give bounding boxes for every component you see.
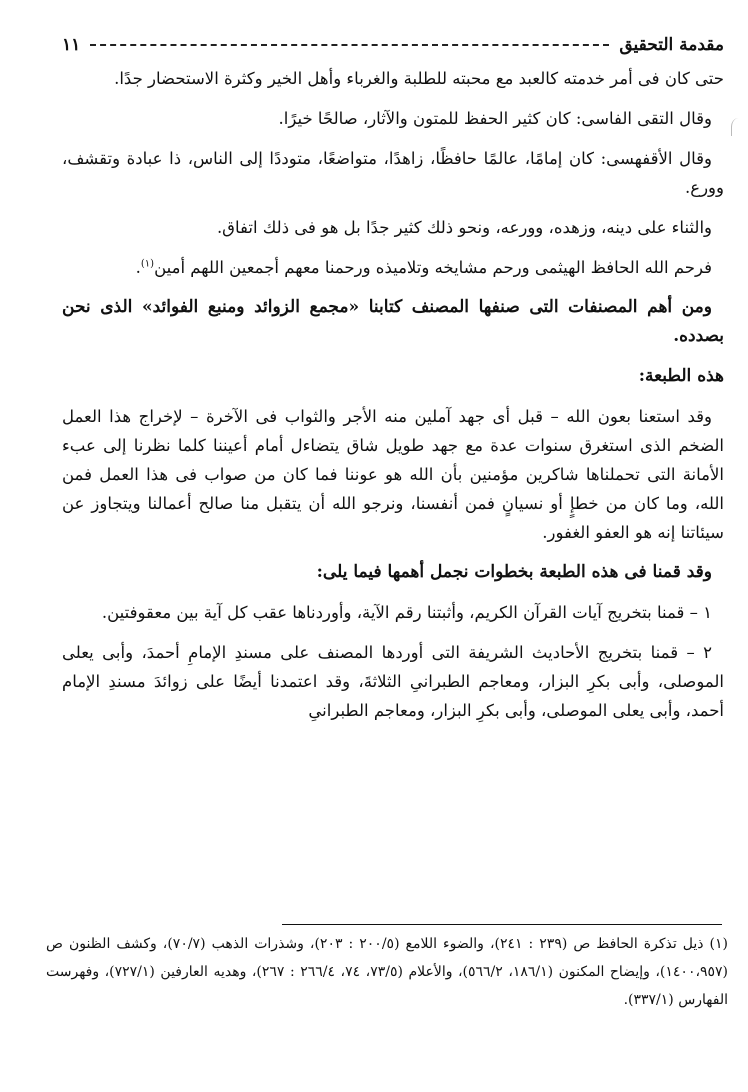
section-title: مقدمة التحقيق <box>619 35 724 55</box>
footnote-rule <box>282 924 722 925</box>
paragraph: حتى كان فى أمر خدمته كالعبد مع محبته للطلبة والغرباء وأهل الخير وكثرة الاستحضار جدًا. <box>114 69 724 88</box>
closing-prayer: فرحم الله الحافظ الهيثمى ورحم مشايخه وتلاميذه ورحمنا معهم أجمعين اللهم أمين$^{(١)}$. <box>135 258 712 277</box>
footnote: (١) ذيل تذكرة الحافظ ص (٢٣٩ : ٢٤١)، والضوء اللامع (٢٠٠/٥ : ٢٠٣)، وشذرات الذهب (٧٠/٧)، وكشف الظنون ص (١٤٠٠،٩٥٧)، وإيضاح المكنون (١٨٦/١، ٥٦٦/٢)، والأعلام (٧٣/٥، ٧٤، ٢٦٦/٤ : ٢٦٧)، وهديه العارفين (٧٢٧/١)، وفهرست الفهارس (٣٣٧/١). <box>46 936 729 1008</box>
header-dashed-rule <box>90 44 609 46</box>
page-edge-mark <box>731 118 746 136</box>
section-heading: هذه الطبعة: <box>638 366 724 386</box>
list-item: ١ – قمنا بتخريج آيات القرآن الكريم، وأثبتنا رقم الآية، وأوردناها عقب كل آية بين معقوفتين. <box>101 603 712 622</box>
page-number: ١١ <box>62 35 81 55</box>
paragraph: والثناء على دينه، وزهده، وورعه، ونحو ذلك كثير جدًا بل هو فى ذلك اتفاق. <box>216 218 712 237</box>
body-text <box>62 64 724 736</box>
footnote-ref: (١) <box>140 258 155 270</box>
running-header <box>62 30 724 60</box>
closing-prayer-text: فرحم الله الحافظ الهيثمى ورحم مشايخه وتلاميذه ورحمنا معهم أجمعين اللهم أمين <box>154 258 712 277</box>
list-item: ٢ – قمنا بتخريج الأحاديث الشريفة التى أوردها المصنف على مسندِ الإمامِ أحمدَ، وأبى يعلى الموصلى، وأبى بكرِ البزار، ومعاجم الطبرانىِ الثلاثةَ، وقد اعتمدنا أيضًا على زوائدَ مسندِ الإمام أحمد، وأبى يعلى الموصلى، وأبى بكرِ البزار، ومعاجم الطبرانىِ <box>62 643 724 720</box>
paragraph-bold: وقد قمنا فى هذه الطبعة بخطوات نجمل أهمها فيما يلى: <box>316 562 712 582</box>
paragraph: وقد استعنا بعون الله – قبل أى جهد آملين منه الأجر والثواب فى الآخرة – لإخراج هذا العمل الضخم الذى استغرق سنوات عدة مع جهد طويل شاق يتضاءل أمام أعيننا كلما نظرنا إلى عبء الأمانة التى تحملناها شاكرين مؤمنين بأن الله هو عوننا فما كان من صواب فى هذا العمل فمن الله، وما كان من خطإٍ أو نسيانٍ فمن أنفسنا، ونرجو الله أن يتقبل منا صالح أعمالنا ويتجاوز عن سيئاتنا إنه هو العفو الغفور. <box>62 407 724 542</box>
paragraph: وقال التقى الفاسى: كان كثير الحفظ للمتون والآثار، صالحًا خيرًا. <box>278 109 712 128</box>
paragraph-bold: ومن أهم المصنفات التى صنفها المصنف كتابنا «مجمع الزوائد ومنبع الفوائد» الذى نحن بصدده. <box>62 297 724 346</box>
paragraph: وقال الأقفهسى: كان إمامًا، عالمًا حافظًا، زاهدًا، متواضعًا، متوددًا إلى الناس، ذا عبادة وتقشف، وورع. <box>62 149 724 197</box>
